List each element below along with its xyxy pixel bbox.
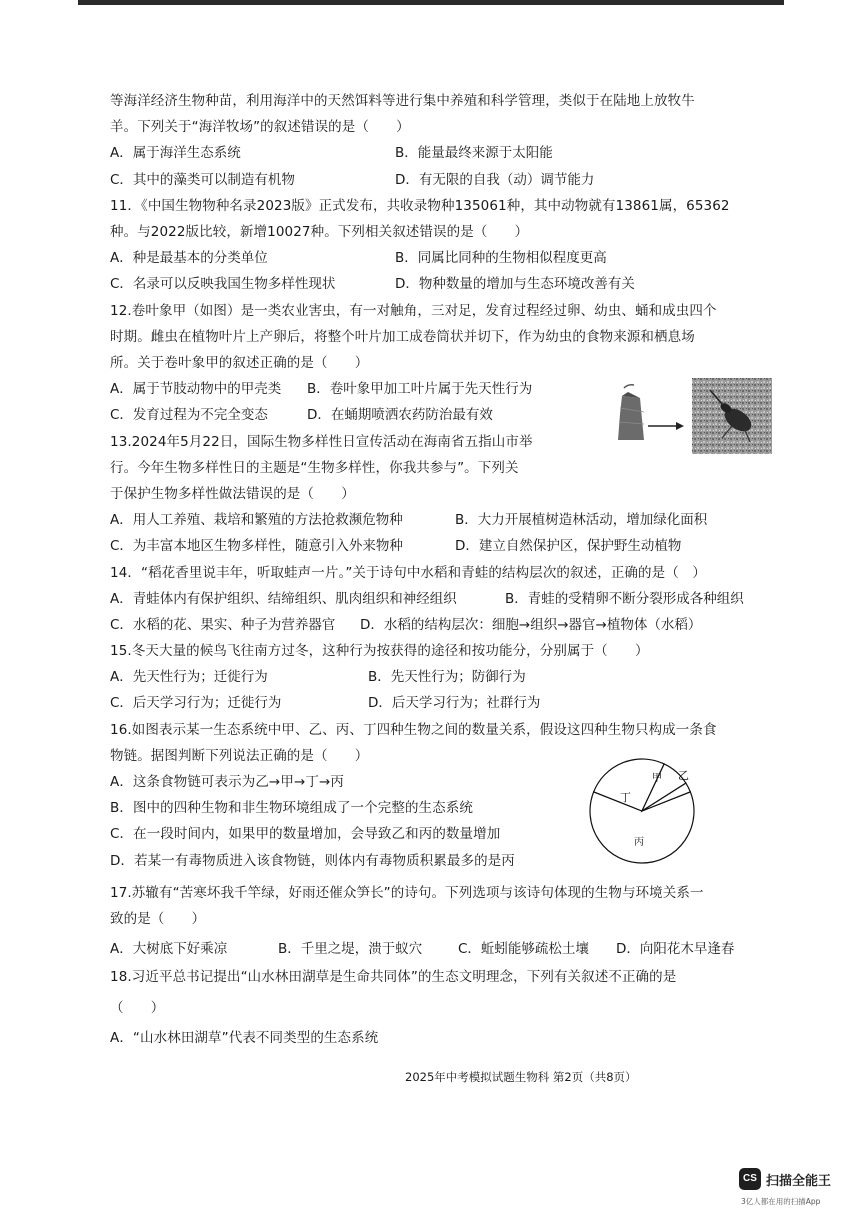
q17-option-c[interactable]: C．蚯蚓能够疏松土壤 <box>458 941 589 958</box>
q10-option-c[interactable]: C．其中的藻类可以制造有机物 <box>110 171 295 188</box>
camscanner-logo-icon: CS <box>739 1168 761 1190</box>
scan-top-edge <box>78 0 784 5</box>
q17-text-line: 致的是（ ） <box>110 911 206 927</box>
q14-text-line: 14．“稻花香里说丰年，听取蛙声一片。”关于诗句中水稻和青蛙的结构层次的叙述，正确的是（ ） <box>110 564 707 581</box>
brand-name: 扫描全能王 <box>766 1174 832 1189</box>
q15-option-b[interactable]: B．先天性行为；防御行为 <box>368 669 526 686</box>
q12-option-b[interactable]: B．卷叶象甲加工叶片属于先天性行为 <box>307 381 533 398</box>
arrow-right-icon <box>648 422 684 430</box>
q13-options-row <box>110 507 760 533</box>
q10-options-row <box>110 167 760 193</box>
q11-text-line: 种。与2022版比较，新增10027种。下列相关叙述错误的是（ ） <box>110 223 529 240</box>
q16-text-line: 16.如图表示某一生态系统中甲、乙、丙、丁四种生物之间的数量关系，假设这四种生物只构成一条食 <box>110 721 717 738</box>
q17-options-row <box>110 936 760 962</box>
q10-option-b[interactable]: B．能量最终来源于太阳能 <box>395 145 553 162</box>
q14-option-d[interactable]: D．水稻的结构层次：细胞→组织→器官→植物体（水稻） <box>360 616 702 633</box>
pie-label-jia: 甲 <box>652 773 662 784</box>
q18-text-line: 18.习近平总书记提出“山水林田湖草是生命共同体”的生态文明理念，下列有关叙述不正确的是 <box>110 969 677 986</box>
q17-option-a[interactable]: A．大树底下好乘凉 <box>110 941 228 958</box>
q12-option-d[interactable]: D．在蛹期喷洒农药防治最有效 <box>307 407 493 424</box>
q13-option-a[interactable]: A．用人工养殖、栽培和繁殖的方法抢救濒危物种 <box>110 512 403 529</box>
q15-options-row <box>110 664 760 690</box>
q15-option-d[interactable]: D．后天学习行为；社群行为 <box>368 695 541 712</box>
q10-text-line: 等海洋经济生物种苗，利用海洋中的天然饵料等进行集中养殖和科学管理，类似于在陆地上放牧牛 <box>110 93 695 109</box>
q12-option-c[interactable]: C．发育过程为不完全变态 <box>110 407 268 424</box>
q12-text-line: 12.卷叶象甲（如图）是一类农业害虫，有一对触角，三对足，发育过程经过卵、幼虫、蛹和成虫四个 <box>110 302 717 319</box>
q13-options-row <box>110 533 760 559</box>
scanner-watermark <box>739 1168 849 1208</box>
q11-option-b[interactable]: B．同属比同种的生物相似程度更高 <box>395 250 607 267</box>
beetle-photo <box>692 378 772 454</box>
q10-option-a[interactable]: A．属于海洋生态系统 <box>110 145 241 162</box>
q17-option-b[interactable]: B．千里之堤，溃于蚁穴 <box>278 941 423 958</box>
q13-text-line: 行。今年生物多样性日的主题是“生物多样性，你我共参与”。下列关 <box>110 459 519 476</box>
q12-text-line: 所。关于卷叶象甲的叙述正确的是（ ） <box>110 354 369 371</box>
q15-text-line: 15.冬天大量的候鸟飞往南方过冬，这种行为按获得的途径和按功能分，分别属于（ ） <box>110 643 649 660</box>
q17-option-d[interactable]: D．向阳花木早逢春 <box>616 941 735 958</box>
q11-text-line: 11．《中国生物物种名录2023版》正式发布，共收录物种135061种，其中动物就有13861属，65362 <box>110 197 730 214</box>
pie-label-bing: 丙 <box>634 837 644 848</box>
q14-options-row <box>110 612 760 638</box>
exam-page <box>110 88 760 1051</box>
q17-text-line: 17.苏辙有“苦寒坏我千竿绿，好雨还催众笋长”的诗句。下列选项与该诗句体现的生物与环境关系一 <box>110 884 704 901</box>
pie-label-ding: 丁 <box>620 791 631 804</box>
brand-tagline: 3亿人都在用的扫描App <box>741 1197 821 1206</box>
q11-option-d[interactable]: D．物种数量的增加与生态环境改善有关 <box>395 276 635 293</box>
q18-text-line: （ ） <box>110 999 165 1016</box>
q18-option-a[interactable]: A．“山水林田湖草”代表不同类型的生态系统 <box>110 1029 379 1046</box>
q12-text-line: 时期。雌虫在植物叶片上产卵后，将整个叶片加工成卷筒状并切下，作为幼虫的食物来源和栖息场 <box>110 328 695 345</box>
q16-option-a[interactable]: A．这条食物链可表示为乙→甲→丁→丙 <box>110 774 344 791</box>
q13-option-d[interactable]: D．建立自然保护区，保护野生动植物 <box>455 538 682 555</box>
rolled-leaf-icon <box>618 385 644 440</box>
q15-option-a[interactable]: A．先天性行为；迁徙行为 <box>110 669 268 686</box>
q12-option-a[interactable]: A．属于节肢动物中的甲壳类 <box>110 381 282 398</box>
q11-option-c[interactable]: C．名录可以反映我国生物多样性现状 <box>110 276 336 293</box>
q15-options-row <box>110 690 760 716</box>
q13-text-line: 13.2024年5月22日，国际生物多样性日宣传活动在海南省五指山市举 <box>110 433 533 450</box>
q10-options-row <box>110 140 760 166</box>
q13-text-line: 于保护生物多样性做法错误的是（ ） <box>110 485 355 502</box>
q10-text-line: 羊。下列关于“海洋牧场”的叙述错误的是（ ） <box>110 119 410 136</box>
q13-option-b[interactable]: B．大力开展植树造林活动，增加绿化面积 <box>455 512 708 529</box>
q10-option-d[interactable]: D．有无限的自我（动）调节能力 <box>395 171 595 188</box>
q15-option-c[interactable]: C．后天学习行为；迁徙行为 <box>110 695 282 712</box>
q14-option-a[interactable]: A．青蛙体内有保护组织、结缔组织、肌肉组织和神经组织 <box>110 590 457 607</box>
population-pie-chart <box>582 753 702 865</box>
q13-option-c[interactable]: C．为丰富本地区生物多样性，随意引入外来物种 <box>110 538 403 555</box>
q11-options-row <box>110 271 760 297</box>
q16-option-b[interactable]: B．图中的四种生物和非生物环境组成了一个完整的生态系统 <box>110 800 473 817</box>
pie-label-yi: 乙 <box>678 769 689 782</box>
q16-option-c[interactable]: C．在一段时间内，如果甲的数量增加，会导致乙和丙的数量增加 <box>110 826 501 843</box>
leaf-roller-beetle-figure <box>604 378 860 458</box>
q14-option-c[interactable]: C．水稻的花、果实、种子为营养器官 <box>110 616 336 633</box>
q16-option-d[interactable]: D．若某一有毒物质进入该食物链，则体内有毒物质积累最多的是丙 <box>110 852 515 869</box>
q11-options-row <box>110 245 760 271</box>
q14-option-b[interactable]: B．青蛙的受精卵不断分裂形成各种组织 <box>505 590 744 607</box>
q14-options-row <box>110 586 760 612</box>
page-footer: 2025年中考模拟试题生物科 第2页（共8页） <box>405 1070 637 1084</box>
q16-text-line: 物链。据图判断下列说法正确的是（ ） <box>110 747 369 764</box>
q11-option-a[interactable]: A．种是最基本的分类单位 <box>110 250 268 267</box>
